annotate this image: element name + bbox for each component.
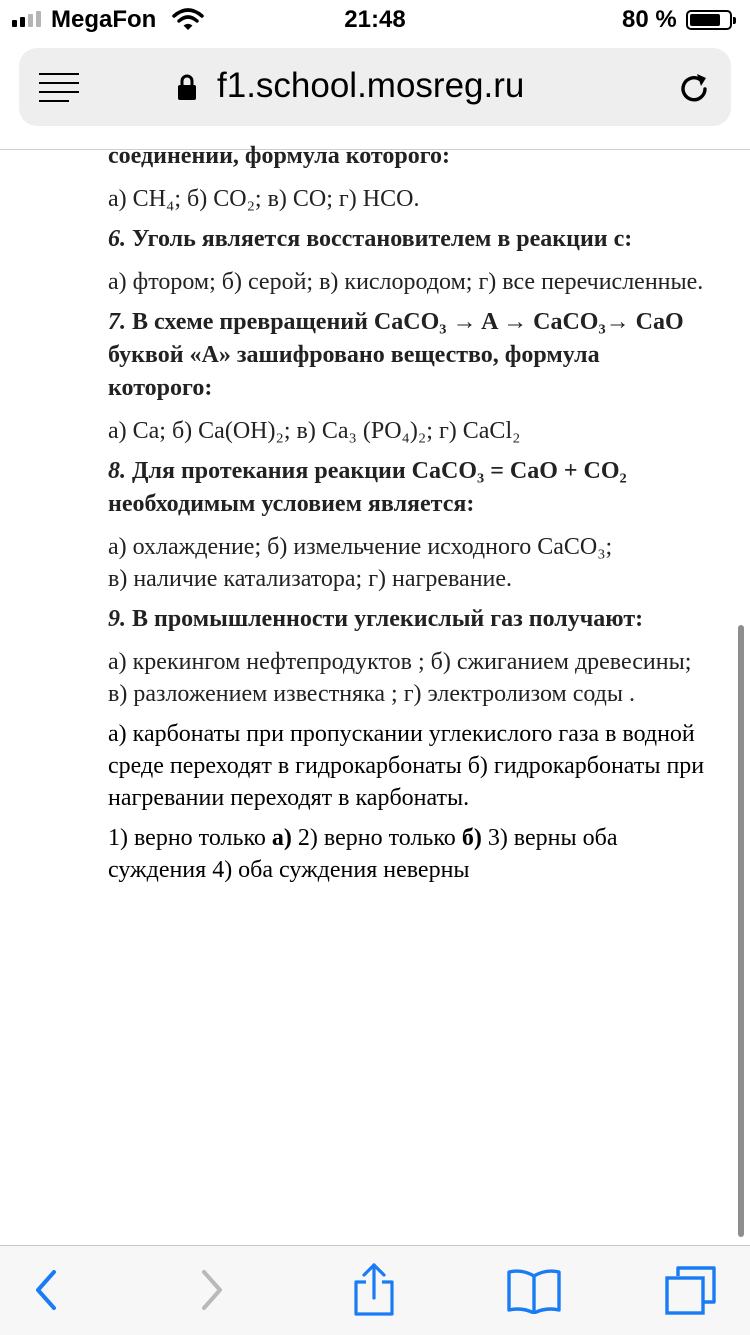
- question-7-answers: а) Ca; б) Ca(OH)₂; в) Ca₃ (PO₄)₂; г) CaCl₂: [108, 418, 521, 444]
- reload-icon[interactable]: [675, 70, 713, 108]
- battery-percentage: 80 %: [622, 6, 677, 33]
- back-icon[interactable]: [32, 1268, 60, 1312]
- question-8-answers-line-2: в) наличие катализатора; г) нагревание.: [108, 566, 513, 592]
- question-8: [108, 455, 708, 521]
- question-7-text: В схеме превращений CaCO₃ → A → CaCO₃→ CaO буквой «А» зашифровано вещество, формула которого:: [108, 309, 684, 401]
- option-2-marker: б): [461, 825, 482, 851]
- question-9-answers-line-1: а) крекингом нефтепродуктов ; б) сжиганием древесины;: [108, 649, 692, 675]
- address-bar[interactable]: [19, 48, 731, 126]
- url-text[interactable]: f1.school.mosreg.ru: [217, 66, 525, 105]
- question-9-answers-line-2: в) разложением известняка ; г) электролизом соды .: [108, 681, 636, 707]
- bookmarks-icon[interactable]: [506, 1268, 562, 1314]
- question-8-answers-line-1: а) охлаждение; б) измельчение исходного CaCO₃;: [108, 534, 613, 560]
- bottom-toolbar: [0, 1245, 750, 1335]
- question-9-number: 9.: [108, 606, 126, 632]
- answer-options: [108, 822, 708, 886]
- option-1-text: 1) верно только: [108, 825, 272, 851]
- tabs-icon[interactable]: [664, 1264, 718, 1316]
- statement-text: а) карбонаты при пропускании углекислого газа в водной среде переходят в гидрокарбонаты б) гидрокарбонаты при нагревании переходят в карбонаты.: [108, 721, 705, 811]
- carrier-name: MegaFon: [51, 6, 157, 33]
- question-5-answers: а) CH₄; б) CO₂; в) CO; г) HCO.: [108, 186, 420, 212]
- clock: 21:48: [344, 6, 406, 33]
- option-1-marker: а): [271, 825, 292, 851]
- battery-icon: [686, 10, 732, 30]
- page-content: [108, 140, 708, 1240]
- question-9-text: В промышленности углекислый газ получают:: [132, 606, 644, 632]
- question-7: [108, 306, 708, 405]
- question-8-number: 8.: [108, 458, 126, 484]
- question-6: [108, 223, 708, 256]
- question-6-answers: а) фтором; б) серой; в) кислородом; г) все перечисленные.: [108, 269, 704, 295]
- question-5-tail: соединении, формула которого:: [108, 143, 451, 169]
- scrollbar[interactable]: [738, 625, 744, 1237]
- share-icon[interactable]: [352, 1262, 396, 1316]
- status-bar: [0, 0, 750, 40]
- question-9: [108, 603, 708, 636]
- options-rest-text: 3) верны оба суждения 4) оба суждения неверны: [108, 825, 618, 883]
- question-8-text: Для протекания реакции CaCO₃ = CaO + CO₂ необходимым условием является:: [108, 458, 627, 517]
- browser-chrome: [0, 40, 750, 150]
- question-7-number: 7.: [108, 309, 126, 335]
- lock-icon: [177, 73, 197, 101]
- question-6-text: Уголь является восстановителем в реакции с:: [132, 226, 633, 252]
- question-6-number: 6.: [108, 226, 126, 252]
- menu-icon[interactable]: [39, 73, 79, 103]
- forward-icon[interactable]: [198, 1268, 226, 1312]
- option-2-text: 2) верно только: [291, 825, 462, 851]
